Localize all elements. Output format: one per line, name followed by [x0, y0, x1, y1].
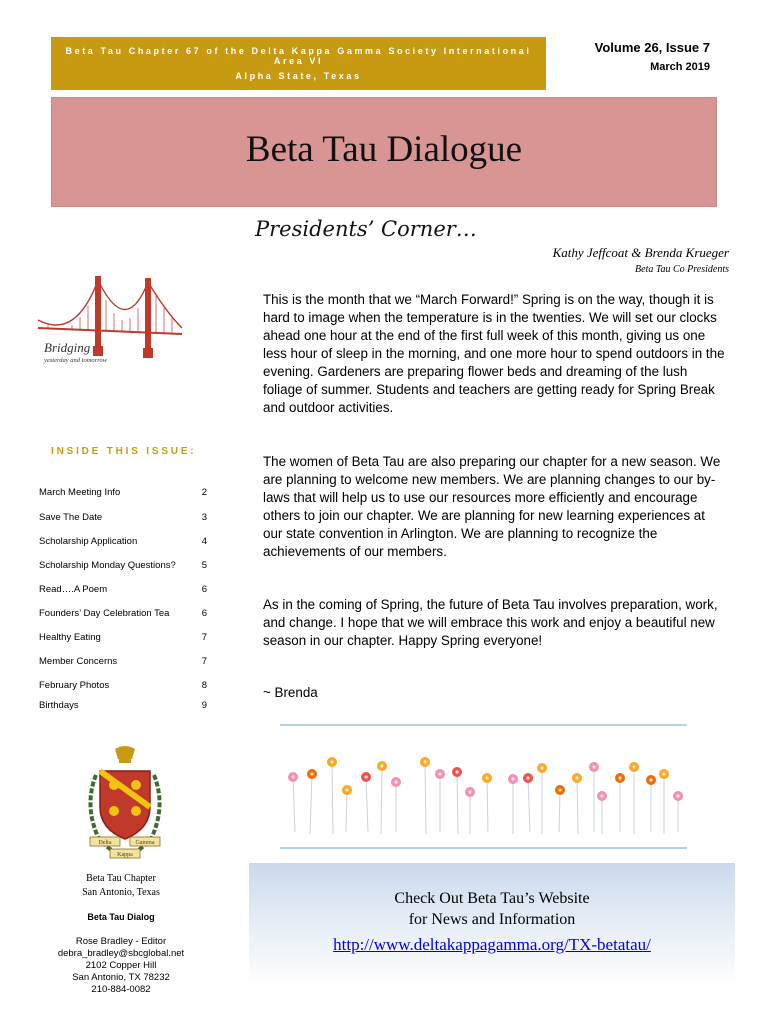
bridge-logo — [36, 268, 184, 368]
chapter-city: San Antonio, Texas — [82, 887, 160, 898]
toc-page: 9 — [201, 700, 207, 711]
toc-page: 7 — [201, 632, 207, 643]
logo-text-bridging: Bridging — [44, 340, 91, 355]
editor-street: 2102 Copper Hill — [85, 960, 157, 971]
toc-row — [39, 646, 207, 670]
toc-label: Scholarship Application — [39, 536, 138, 547]
title-band — [51, 97, 717, 207]
toc-row — [39, 598, 207, 622]
toc-label: Member Concerns — [39, 656, 118, 667]
article-signature: ~ Brenda — [263, 685, 318, 700]
chapter-name: Beta Tau Chapter — [86, 873, 156, 884]
article-paragraph-3: As in the coming of Spring, the future of Beta Tau involves preparation, work, and change. I hope that we will embrace this work and enjoy a beautiful new season in our chapter. Happy Spring everyone! — [263, 597, 718, 648]
toc-label: Scholarship Monday Questions? — [39, 560, 176, 571]
toc-page: 5 — [201, 560, 207, 571]
website-callout — [249, 863, 735, 987]
article-author-role: Beta Tau Co Presidents — [635, 264, 729, 275]
inside-issue-heading: INSIDE THIS ISSUE: — [51, 446, 197, 457]
crest-emblem — [82, 745, 168, 863]
toc-row — [39, 477, 207, 502]
website-line-1: Check Out Beta Tau’s Website — [394, 890, 590, 907]
banner-line-1: Beta Tau Chapter 67 of the Delta Kappa Gamma Society International Area VI — [65, 46, 532, 66]
website-link[interactable]: http://www.deltakappagamma.org/TX-betatau/ — [333, 935, 651, 954]
crest-label-bottom: Kappa — [117, 852, 133, 858]
article-heading: Presidents’ Corner… — [255, 217, 477, 241]
crest-label-left: Delta — [98, 840, 112, 846]
editor-name: Rose Bradley - Editor — [75, 936, 167, 947]
toc-page: 8 — [201, 680, 207, 691]
toc-page: 4 — [201, 536, 207, 547]
toc-label: February Photos — [39, 680, 110, 691]
editor-phone: 210-884-0082 — [91, 984, 151, 995]
article-authors: Kathy Jeffcoat & Brenda Krueger — [552, 245, 729, 260]
banner-line-2: Alpha State, Texas — [235, 71, 362, 81]
toc-row — [39, 502, 207, 526]
volume-issue: Volume 26, Issue 7 — [594, 40, 710, 55]
toc-label: Save The Date — [39, 512, 103, 523]
article-paragraph-2: The women of Beta Tau are also preparing our chapter for a new season. We are planning to welcome new members. We are planning changes to our by-laws that will help us to use our resources more efficiently and encourage others to join our chapter. We are planning for new learning experiences at our state convention in Arlington. We are planning to recognize the achievements of our members. — [263, 454, 721, 559]
website-line-2: for News and Information — [408, 911, 576, 928]
toc-page: 3 — [201, 512, 207, 523]
toc-page: 2 — [201, 487, 207, 498]
toc-row — [39, 526, 207, 550]
bridge-tower-left — [95, 276, 101, 346]
toc-row — [39, 574, 207, 598]
crest-label-right: Gamma — [135, 840, 155, 846]
toc-row — [39, 694, 207, 714]
issue-date: March 2019 — [650, 61, 710, 73]
editor-contact — [30, 936, 212, 996]
publication-name: Beta Tau Dialog — [87, 912, 155, 922]
toc-label: Healthy Eating — [39, 632, 101, 643]
toc-label: Read….A Poem — [39, 584, 108, 595]
toc-page: 7 — [201, 656, 207, 667]
editor-email[interactable]: debra_bradley@sbcglobal.net — [57, 948, 185, 959]
toc-row — [39, 550, 207, 574]
bridge-tower-right — [145, 278, 151, 348]
toc-label: Birthdays — [39, 700, 79, 711]
table-of-contents — [39, 477, 207, 714]
flowers-illustration — [280, 722, 687, 850]
toc-row — [39, 670, 207, 694]
toc-label: Founders’ Day Celebration Tea — [39, 608, 170, 619]
toc-page: 6 — [201, 584, 207, 595]
header-banner — [51, 37, 546, 90]
toc-page: 6 — [201, 608, 207, 619]
article-paragraph-1: This is the month that we “March Forward!” Spring is on the way, though it is hard to image when the temperature is in the twenties. We will set our clocks ahead one hour at the end of the first full week of this month, giving us one less hour of sleep in the morning, and one more hour to spend outdoors in the evening. Gardeners are preparing flower beds and dreaming of the lush foliage of summer. Students and teachers are getting ready for Spring Break and outdoor activities. — [263, 292, 725, 415]
toc-label: March Meeting Info — [39, 487, 121, 498]
crest-cup-icon — [115, 746, 135, 759]
logo-text-tagline: yesterday and tomorrow — [44, 357, 108, 364]
editor-citystate: San Antonio, TX 78232 — [72, 972, 170, 983]
toc-row — [39, 622, 207, 646]
newsletter-title: Beta Tau Dialogue — [245, 129, 523, 170]
